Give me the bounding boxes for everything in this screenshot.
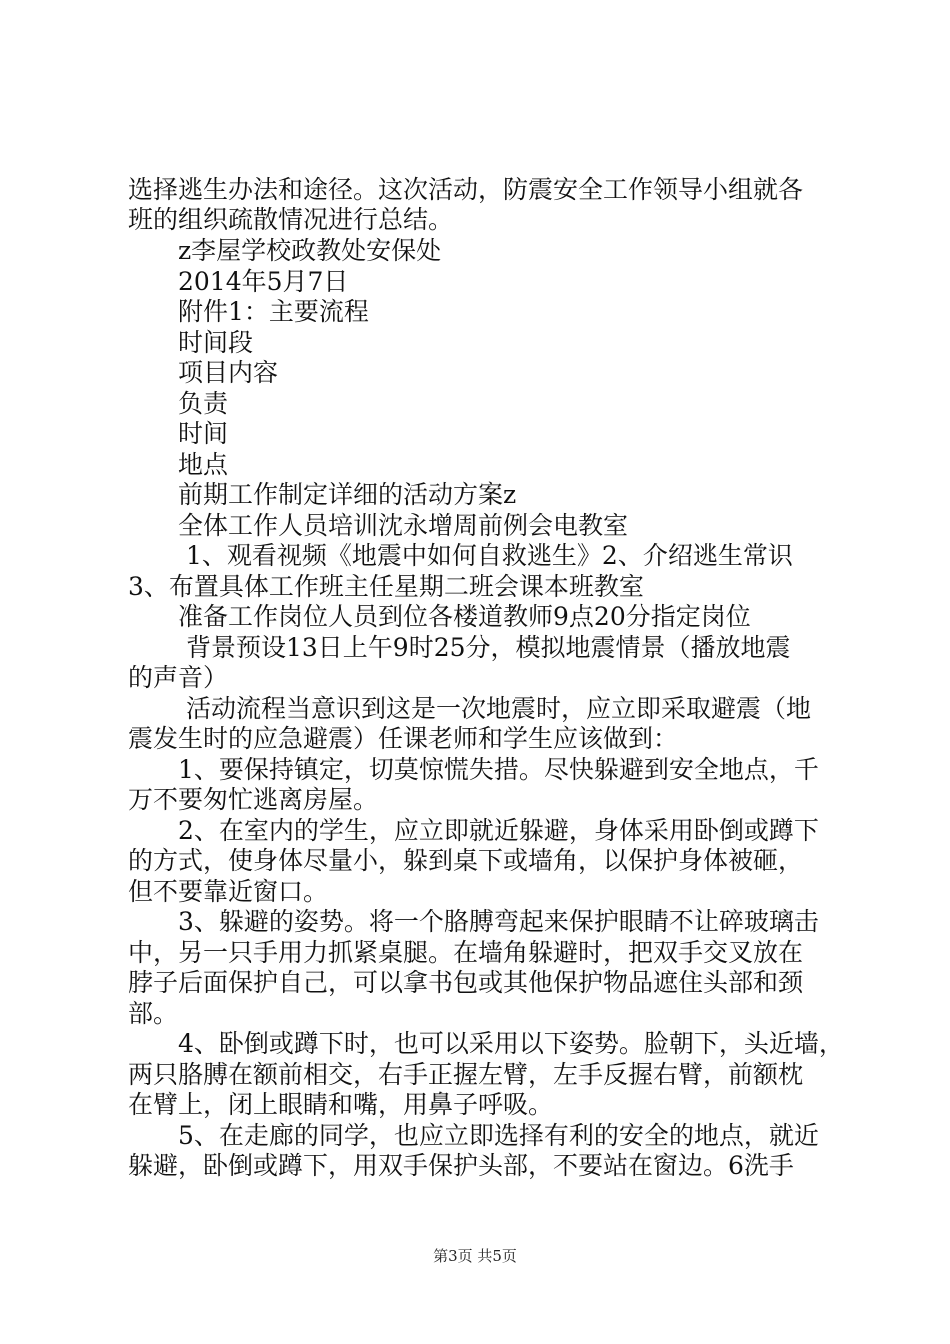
text-line: 脖子后面保护自己，可以拿书包或其他保护物品遮住头部和颈 (128, 968, 804, 997)
text-line: 3、躲避的姿势。将一个胳膊弯起来保护眼睛不让碎玻璃击 (178, 907, 819, 936)
text-line: 1、要保持镇定，切莫惊慌失措。尽快躲避到安全地点，千 (178, 755, 819, 784)
text-line: 活动流程当意识到这是一次地震时，应立即采取避震（地 (186, 694, 812, 723)
text-line: 2014年5月7日 (178, 267, 349, 296)
text-line: 背景预设13日上午9时25分，模拟地震情景（播放地震 (186, 633, 791, 662)
text-line: 震发生时的应急避震）任课老师和学生应该做到： (128, 724, 679, 753)
text-line: 但不要靠近窗口。 (128, 877, 329, 906)
text-line: 附件1：主要流程 (178, 297, 369, 326)
text-line: 躲避，卧倒或蹲下，用双手保护头部，不要站在窗边。6洗手 (128, 1151, 794, 1180)
text-line: 4、卧倒或蹲下时，也可以采用以下姿势。脸朝下，头近墙， (178, 1029, 844, 1058)
text-line: 负责 (178, 389, 229, 418)
text-line: 部。 (128, 999, 179, 1028)
text-line: 班的组织疏散情况进行总结。 (128, 205, 454, 234)
text-line: 的声音） (128, 663, 229, 692)
text-line: 选择逃生办法和途径。这次活动，防震安全工作领导小组就各 (128, 175, 804, 204)
text-line: 地点 (178, 450, 229, 479)
text-line: z李屋学校政教处安保处 (178, 236, 442, 265)
text-line: 的方式，使身体尽量小，躲到桌下或墙角，以保护身体被砸， (128, 846, 804, 875)
text-line: 项目内容 (178, 358, 279, 387)
text-line: 万不要匆忙逃离房屋。 (128, 785, 379, 814)
text-line: 两只胳膊在额前相交，右手正握左臂，左手反握右臂，前额枕 (128, 1060, 804, 1089)
text-line: 时间 (178, 419, 229, 448)
text-line: 3、布置具体工作班主任星期二班会课本班教室 (128, 572, 644, 601)
text-line: 1、观看视频《地震中如何自救逃生》2、介绍逃生常识 (186, 541, 793, 570)
text-line: 在臂上，闭上眼睛和嘴，用鼻子呼吸。 (128, 1090, 554, 1119)
text-line: 中，另一只手用力抓紧桌腿。在墙角躲避时，把双手交叉放在 (128, 938, 804, 967)
text-line: 2、在室内的学生，应立即就近躲避，身体采用卧倒或蹲下 (178, 816, 819, 845)
text-line: 全体工作人员培训沈永增周前例会电教室 (178, 511, 629, 540)
page-number: 第3页 共5页 (433, 1247, 517, 1265)
text-line: 准备工作岗位人员到位各楼道教师9点20分指定岗位 (178, 602, 751, 631)
text-line: 前期工作制定详细的活动方案z (178, 480, 517, 509)
text-line: 5、在走廊的同学，也应立即选择有利的安全的地点，就近 (178, 1121, 819, 1150)
text-line: 时间段 (178, 328, 254, 357)
